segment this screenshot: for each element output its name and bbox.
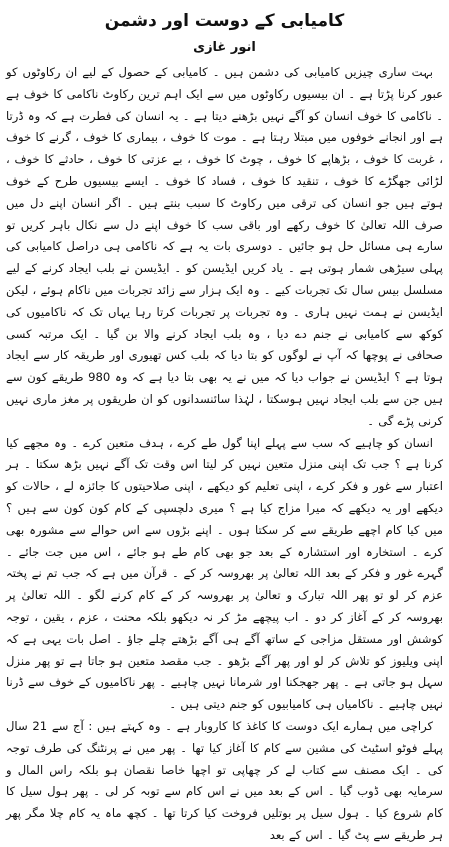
article-author: انور غازی bbox=[193, 40, 256, 55]
paragraph: بہت ساری چیزیں کامیابی کی دشمن ہیں ۔ کامیابی کے حصول کے لیے ان رکاوٹوں کو عبور کرنا پڑتا ہے ۔ ان بیسیوں رکاوٹوں میں سے ایک اہم ترین رکاوٹ ناکامی کا خوف ہے ۔ ناکامی کا خوف انسان کو آگے نہیں بڑھنے دیتا ہے ۔ یہ انسان کی فطرت ہے کہ وہ ڈرتا ہے اور انجانے خوفوں میں مبتلا رہتا ہے ۔ موت کا خوف ، بیماری کا خوف ، گرنے کا خوف ، غربت کا خوف ، بڑھاپے کا خوف ، چوٹ کا خوف ، بے عزتی کا خوف ، حادثے کا خوف ، لڑائی جھگڑے کا خوف ، تنقید کا خوف ، فساد کا خوف ۔ ایسے بیسیوں طرح کے خوف ہوتے ہیں جو انسان کی ترقی میں رکاوٹ کا سبب بنتے ہیں ۔ اگر انسان اپنے دل میں صرف اللہ تعالیٰ کا خوف رکھے اور باقی سب کا خوف اپنے دل سے نکال باہر کریں تو سارے ہی مسائل حل ہو جائیں ۔ دوسری بات یہ ہے کہ ناکامی ہی دراصل کامیابی کی پہلی سیڑھی شمار ہوتی ہے ۔ یاد کریں ایڈیسن کو ۔ ایڈیسن نے بلب ایجاد کرنے کے لیے مسلسل بیس سال تک تجربات کیے ۔ وہ ایک ہزار سے زائد تجربات میں ناکام ہوئے ، لیکن ایڈیسن نے ہمت نہیں ہاری ۔ وہ تجربات پر تجربات کرتا رہا یہاں تک کہ ناکامیوں کی کوکھ سے کامیابی نے جنم دے دیا ، وہ بلب ایجاد کرنے والا بن گیا ۔ ایک مرتبہ کسی صحافی نے پوچھا کہ آپ نے لوگوں کو بتا دیا کہ بلب کس تھیوری اور طریقہ کار سے ایجاد ہوتا ہے ؟ ایڈیسن نے جواب دیا کہ میں نے یہ بھی بتا دیا ہے کہ وہ 980 طریقے کون سے ہیں جن سے بلب ایجاد نہیں ہوسکتا ، لہٰذا سائنسدانوں کو ان طریقوں پر مغز ماری نہیں کرنی پڑے گی ۔ bbox=[6, 65, 443, 428]
paragraph: کراچی میں ہمارے ایک دوست کا کاغذ کا کاروبار ہے ۔ وہ کہتے ہیں : آج سے 21 سال پہلے فوٹو اسٹیٹ کی مشین سے کام کا آغاز کیا تھا ۔ پھر میں نے پرنٹنگ کی طرف توجہ کی ۔ ایک مصنف سے کتاب لے کر چھاپی تو اچھا خاصا نقصان ہو بلکہ راس المال و سرمایہ بھی ڈوب گیا ۔ اس کے بعد میں نے اس کام سے توبہ کر لی ۔ پھر ہول سیل کا کام شروع کیا ۔ ہول سیل پر بوتلیں فروخت کیا کرتا تھا ۔ کچھ ماہ یہ کام چلا مگر پھر ہر طریقے سے پٹ گیا ۔ اس کے بعد bbox=[6, 718, 443, 842]
paragraph: انسان کو چاہیے کہ سب سے پہلے اپنا گول طے کرے ، ہدف متعین کرے ۔ وہ مجھے کیا کرنا ہے ؟ جب تک اپنی منزل متعین نہیں کر لیتا اس وقت تک آگے نہیں بڑھ سکتا ۔ ہر اعتبار سے غور و فکر کرے ، اپنی تعلیم کو دیکھے ، اپنی صلاحیتوں کا جائزہ لے ، حالات کو دیکھے اور یہ دیکھے کہ میرا مزاج کیا ہے ؟ میری دلچسپی کے کام کون کون سے ہیں ؟ میں کیا کام اچھے طریقے سے کر سکتا ہوں ۔ اپنے بڑوں سے اس حوالے سے مشورہ بھی کرے ۔ استخارہ اور استشارہ کے بعد جو بھی کام طے ہو جائے ، اس میں جت جائے ۔ گہرے غور و فکر کے بعد اللہ تعالیٰ پر بھروسہ کر کے ۔ قرآن میں ہے کہ جب تم نے پختہ عزم کر لو تو پھر اللہ تبارک و تعالیٰ پر بھروسہ کر کے کام کرنے لگو ۔ اللہ تعالیٰ پر بھروسہ کر کے آغاز کر دو ۔ اب پیچھے مڑ کر نہ دیکھو بلکہ محنت ، عزم ، یقین ، توجہ کوشش اور مستقل مزاجی کے ساتھ آگے ہی آگے بڑھتے چلے جاؤ ۔ اصل بات یہی ہے کہ اپنی ویلیوز کو تلاش کر لو اور پھر آگے بڑھو ۔ جب مقصد متعین ہو جاتا ہے تو پھر منزل سہل ہو جاتی ہے ۔ پھر جھجکنا اور شرمانا نہیں چاہیے ۔ پھر ناکامیوں کے خوف سے ڈرنا نہیں چاہیے ۔ ناکامیاں ہی کامیابیوں کو جنم دیتی ہیں ۔ bbox=[6, 435, 443, 712]
article-body bbox=[6, 62, 443, 847]
article-title: کامیابی کے دوست اور دشمن bbox=[104, 11, 345, 31]
